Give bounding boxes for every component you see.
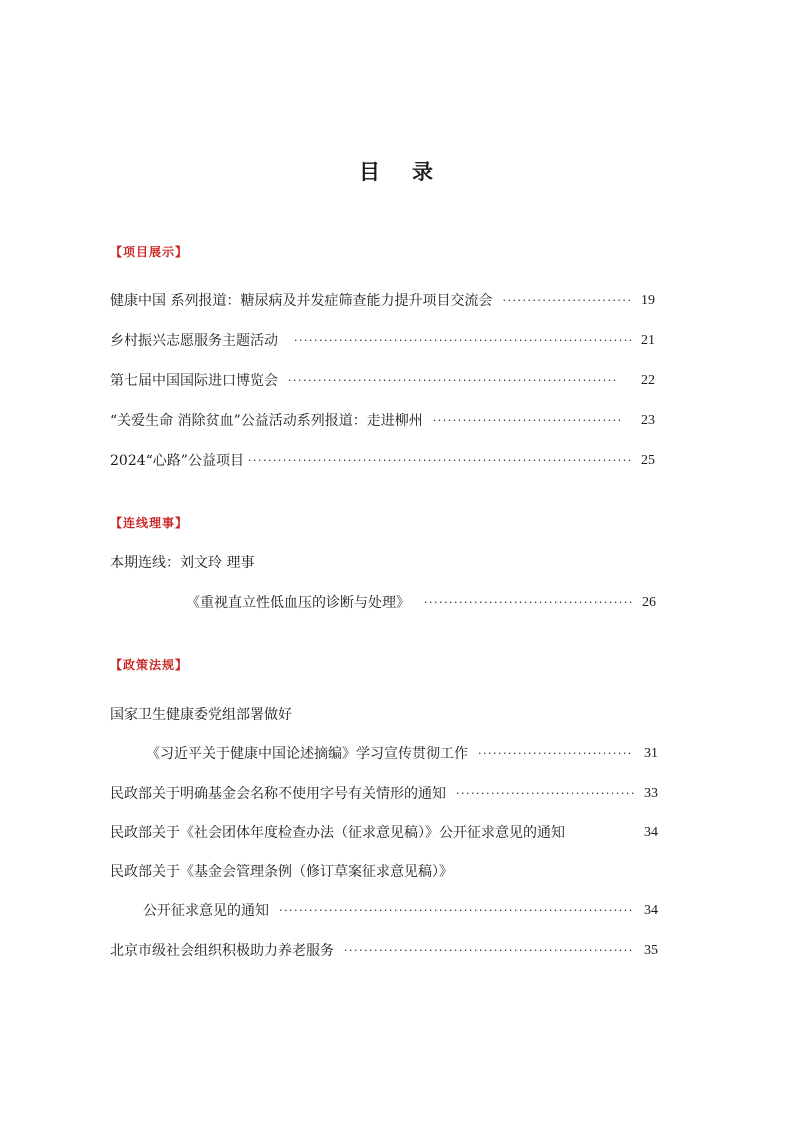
toc-entry[interactable]: [110, 941, 658, 961]
toc-entry-label: 公开征求意见的通知: [143, 903, 269, 919]
toc-page-number: 23: [641, 413, 655, 428]
toc-page-number: 33: [644, 786, 658, 801]
toc-page-number: 21: [641, 333, 655, 348]
section-heading-projects: 【项目展示】: [110, 245, 189, 259]
title-char-1: 目: [359, 160, 382, 184]
toc-entry-heading: 国家卫生健康委党组部署做好: [110, 707, 292, 723]
toc-page-number: 19: [641, 293, 655, 308]
toc-entry[interactable]: [110, 823, 658, 843]
page-title: [0, 156, 794, 186]
toc-entry-heading: 本期连线：刘文玲 理事: [110, 555, 255, 571]
toc-entry-label: 《习近平关于健康中国论述摘编》学习宣传贯彻工作: [146, 746, 468, 762]
toc-entry[interactable]: [110, 784, 658, 804]
toc-entry-label: 民政部关于《社会团体年度检查办法（征求意见稿）》公开征求意见的通知: [110, 825, 565, 841]
toc-entry[interactable]: [110, 331, 655, 351]
toc-page-number: 34: [644, 825, 658, 840]
toc-entry-label: 2024“心路”公益项目: [110, 453, 244, 469]
toc-entry[interactable]: [110, 291, 655, 311]
toc-leader-dots: [424, 593, 632, 613]
toc-leader-dots: [344, 941, 634, 961]
toc-page-number: 34: [644, 903, 658, 918]
toc-page-number: 35: [644, 943, 658, 958]
toc-leader-dots: [502, 291, 631, 311]
toc-page-number: 22: [641, 373, 655, 388]
toc-entry[interactable]: [110, 411, 655, 431]
toc-entry[interactable]: [186, 593, 656, 613]
toc-page-number: 31: [644, 746, 658, 761]
toc-page-number: 25: [641, 453, 655, 468]
toc-leader-dots: [478, 744, 634, 764]
toc-entry-label: 北京市级社会组织积极助力养老服务: [110, 943, 334, 959]
title-char-2: 录: [412, 160, 435, 184]
toc-leader-dots: [456, 784, 634, 804]
toc-entry[interactable]: [110, 451, 655, 471]
toc-entry-label: “关爱生命 消除贫血”公益活动系列报道：走进柳州: [110, 413, 423, 429]
toc-entry-label: 民政部关于明确基金会名称不使用字号有关情形的通知: [110, 786, 446, 802]
toc-entry[interactable]: [110, 371, 655, 391]
toc-page-number: 26: [642, 595, 656, 610]
toc-leader-dots: [288, 371, 617, 391]
toc-entry-label: 《重视直立性低血压的诊断与处理》: [186, 595, 410, 611]
toc-entry[interactable]: [143, 901, 658, 921]
toc-entry-label: 健康中国 系列报道：糖尿病及并发症筛查能力提升项目交流会: [110, 293, 493, 309]
toc-leader-dots: [433, 411, 621, 431]
toc-leader-dots: [294, 331, 631, 351]
toc-entry-label: 第七届中国国际进口博览会: [110, 373, 278, 389]
toc-entry-label: 乡村振兴志愿服务主题活动: [110, 333, 278, 349]
section-heading-board-connection: 【连线理事】: [110, 516, 189, 530]
toc-leader-dots: [248, 451, 631, 471]
toc-leader-dots: [279, 901, 634, 921]
section-heading-policy: 【政策法规】: [110, 658, 189, 672]
toc-entry[interactable]: [146, 744, 658, 764]
toc-entry-heading: 民政部关于《基金会管理条例（修订草案征求意见稿）》: [110, 864, 453, 880]
